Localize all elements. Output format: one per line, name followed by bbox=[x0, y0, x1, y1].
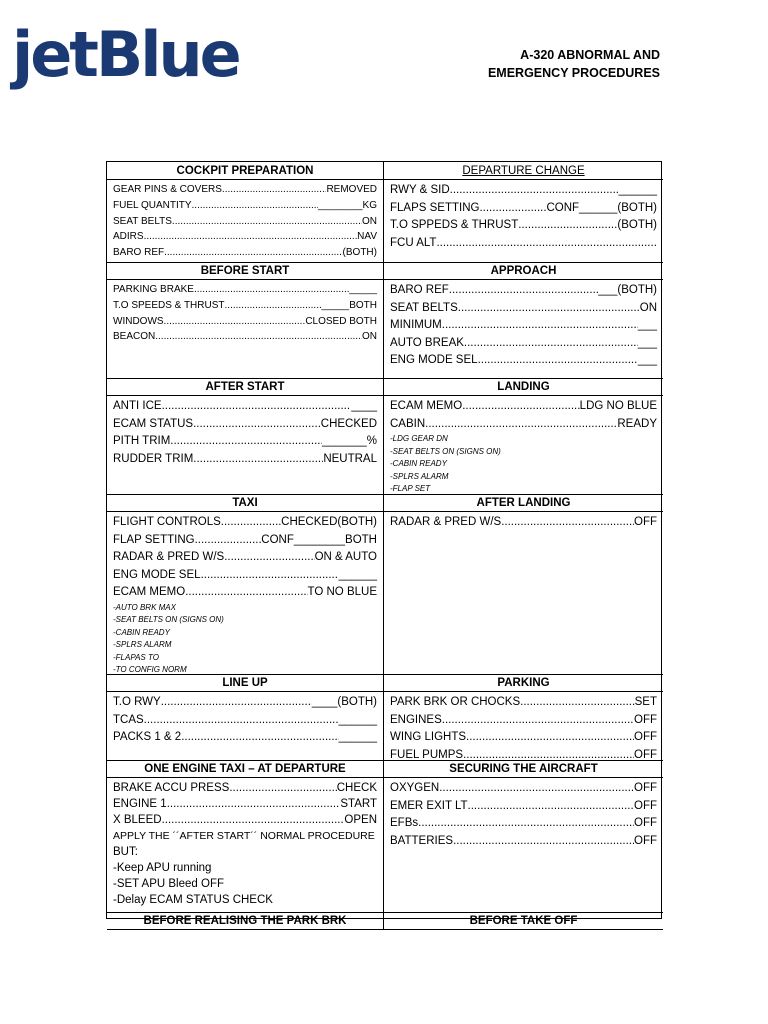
item-label: T.O SPPEDS & THRUST bbox=[390, 219, 519, 231]
item-value: OFF bbox=[634, 817, 657, 829]
item-label: RUDDER TRIM bbox=[113, 452, 194, 465]
checklist-item bbox=[113, 567, 377, 585]
item-label: AUTO BREAK bbox=[390, 336, 464, 349]
item-value: REMOVED bbox=[326, 184, 377, 195]
checklist-item bbox=[390, 335, 657, 353]
section-body-cockpit-preparation bbox=[107, 180, 384, 262]
item-label: FUEL QUANTITY bbox=[113, 199, 192, 211]
section-body-line-up bbox=[107, 692, 384, 760]
item-label: X BLEED bbox=[113, 814, 162, 826]
checklist-item bbox=[113, 298, 377, 314]
item-label: GEAR PINS & COVERS bbox=[113, 184, 222, 195]
checklist-item bbox=[113, 329, 377, 345]
item-value: READY bbox=[617, 417, 657, 430]
dot-leader bbox=[193, 416, 321, 434]
dot-leader bbox=[466, 729, 634, 747]
item-label: EFBs bbox=[390, 817, 419, 829]
item-value: ______ bbox=[618, 184, 657, 196]
section-body-approach bbox=[384, 280, 663, 378]
checklist-note: -FLAP SET bbox=[390, 484, 431, 494]
checklist-item bbox=[113, 398, 377, 416]
checklist-item bbox=[390, 235, 657, 253]
item-value: CONF________BOTH bbox=[261, 533, 377, 546]
checklist-item bbox=[113, 812, 377, 828]
item-value: OFF bbox=[634, 713, 657, 726]
item-label: BEACON bbox=[113, 331, 156, 343]
item-label: RWY & SID bbox=[390, 184, 450, 196]
dot-leader bbox=[442, 712, 634, 730]
section-header-cockpit-preparation: COCKPIT PREPARATION bbox=[107, 162, 384, 180]
procedure-text-line: BUT: bbox=[113, 846, 138, 858]
item-label: MINIMUM bbox=[390, 319, 442, 331]
checklist-item bbox=[390, 798, 657, 816]
checklist-item bbox=[390, 352, 657, 370]
checklist-item bbox=[113, 796, 377, 812]
item-label: ECAM MEMO bbox=[113, 586, 186, 598]
item-label: FUEL PUMPS bbox=[390, 748, 464, 760]
item-label: ECAM STATUS bbox=[113, 417, 194, 430]
checklist-item bbox=[390, 694, 657, 712]
checklist-note: -SEAT BELTS ON (SIGNS ON) bbox=[113, 615, 224, 625]
item-value: OFF bbox=[634, 516, 657, 528]
checklist-item bbox=[390, 200, 657, 218]
item-label: TCAS bbox=[113, 713, 144, 726]
section-header-parking: PARKING bbox=[384, 674, 663, 692]
section-header-before-realising-park-brk: BEFORE REALISING THE PARK BRK bbox=[107, 912, 384, 930]
checklist-item bbox=[113, 780, 377, 796]
checklist-item bbox=[113, 514, 377, 532]
item-value: (BOTH) bbox=[342, 247, 377, 259]
checklist-item bbox=[113, 245, 377, 261]
section-header-after-landing: AFTER LANDING bbox=[384, 494, 663, 512]
item-value: _____BOTH bbox=[321, 299, 377, 311]
item-value: START bbox=[340, 798, 377, 810]
item-label: PARKING BRAKE bbox=[113, 284, 194, 295]
checklist-item bbox=[113, 214, 377, 230]
dot-leader bbox=[468, 798, 634, 816]
dot-leader bbox=[442, 317, 638, 335]
item-label: T.O SPEEDS & THRUST bbox=[113, 299, 225, 311]
item-value: ___ bbox=[637, 354, 657, 366]
checklist-note: -TO CONFIG NORM bbox=[113, 665, 187, 674]
checklist-item bbox=[113, 182, 377, 198]
section-body-after-landing bbox=[384, 512, 663, 674]
dot-leader bbox=[518, 217, 617, 235]
section-header-landing: LANDING bbox=[384, 378, 663, 396]
checklist-item bbox=[390, 514, 657, 532]
checklist-item bbox=[113, 532, 377, 550]
dot-leader bbox=[172, 214, 362, 230]
item-value: SET bbox=[634, 696, 657, 708]
dot-leader bbox=[185, 584, 307, 602]
item-value: ______ bbox=[338, 731, 377, 743]
item-value: ON bbox=[362, 331, 377, 343]
item-label: ENGINE 1 bbox=[113, 798, 167, 810]
procedure-text-line: APPLY THE ´´AFTER START´´ NORMAL PROCEDURE bbox=[113, 830, 375, 842]
item-label: FLIGHT CONTROLS bbox=[113, 516, 221, 528]
item-value: NAV bbox=[357, 231, 377, 243]
item-label: ENG MODE SEL bbox=[390, 354, 478, 366]
checklist-item bbox=[390, 300, 657, 318]
dot-leader bbox=[161, 694, 312, 712]
dot-leader bbox=[144, 229, 358, 245]
item-value: CONF______(BOTH) bbox=[546, 201, 657, 214]
dot-leader bbox=[450, 182, 619, 200]
checklist-item bbox=[113, 729, 377, 747]
title-line-1: A-320 ABNORMAL AND bbox=[520, 48, 660, 62]
checklist-item bbox=[113, 198, 377, 214]
item-label: PACKS 1 & 2 bbox=[113, 731, 182, 743]
item-value: _____ bbox=[349, 284, 377, 295]
dot-leader bbox=[436, 235, 657, 253]
item-value: ON bbox=[639, 301, 657, 314]
dot-leader bbox=[193, 451, 323, 469]
item-value: OFF bbox=[634, 748, 657, 760]
dot-leader bbox=[229, 780, 336, 796]
checklist-item bbox=[113, 314, 377, 330]
checklist-note: -AUTO BRK MAX bbox=[113, 602, 176, 612]
item-value: CHECKED(BOTH) bbox=[281, 516, 377, 528]
dot-leader bbox=[144, 712, 339, 730]
dot-leader bbox=[453, 833, 634, 851]
checklist-item bbox=[390, 416, 657, 434]
item-label: FLAP SETTING bbox=[113, 533, 195, 546]
section-body-departure-change bbox=[384, 180, 663, 262]
item-label: FCU ALT bbox=[390, 236, 437, 249]
item-value: OFF bbox=[634, 799, 657, 812]
dot-leader bbox=[162, 398, 352, 416]
item-label: BATTERIES bbox=[390, 834, 454, 847]
item-value: CHECK bbox=[336, 782, 377, 794]
dot-leader bbox=[464, 335, 638, 353]
item-label: ANTI ICE bbox=[113, 400, 162, 412]
checklist-item bbox=[390, 317, 657, 335]
item-value: ________KG bbox=[318, 199, 377, 211]
item-value: ____ bbox=[351, 400, 377, 412]
item-value: OFF bbox=[634, 834, 657, 847]
item-value: _______% bbox=[322, 435, 377, 447]
checklist-note: -LDG GEAR DN bbox=[390, 434, 448, 443]
item-label: FLAPS SETTING bbox=[390, 201, 480, 214]
item-label: PITH TRIM bbox=[113, 435, 171, 447]
checklist-item bbox=[390, 747, 657, 761]
dot-leader bbox=[162, 812, 345, 828]
dot-leader bbox=[478, 352, 638, 370]
dot-leader bbox=[164, 245, 342, 261]
item-value: CLOSED BOTH bbox=[305, 315, 377, 327]
dot-leader bbox=[463, 747, 634, 761]
item-label: ENGINES bbox=[390, 713, 442, 726]
dot-leader bbox=[170, 433, 322, 451]
item-label: CABIN bbox=[390, 417, 426, 430]
dot-leader bbox=[201, 567, 339, 585]
dot-leader bbox=[425, 416, 617, 434]
item-label: PARK BRK OR CHOCKS bbox=[390, 696, 521, 708]
checklist-note: -CABIN READY bbox=[113, 627, 170, 637]
item-value: CHECKED bbox=[320, 417, 377, 430]
item-value: ___(BOTH) bbox=[598, 284, 657, 296]
item-value: ____(BOTH) bbox=[311, 696, 377, 708]
item-label: ENG MODE SEL bbox=[113, 568, 201, 581]
dot-leader bbox=[224, 549, 314, 567]
section-header-departure-change: DEPARTURE CHANGE bbox=[384, 162, 663, 180]
item-value: LDG NO BLUE bbox=[579, 400, 657, 412]
dot-leader bbox=[418, 815, 634, 833]
item-value: OFF bbox=[634, 731, 657, 743]
checklist-item bbox=[113, 451, 377, 469]
checklist-note: -CABIN READY bbox=[390, 459, 447, 469]
dot-leader bbox=[221, 514, 281, 532]
dot-leader bbox=[458, 300, 640, 318]
dot-leader bbox=[225, 298, 322, 314]
checklist-item bbox=[113, 584, 377, 602]
checklist-item bbox=[390, 815, 657, 833]
checklist-item bbox=[113, 282, 377, 298]
item-label: SEAT BELTS bbox=[113, 215, 172, 227]
dot-leader bbox=[501, 514, 634, 532]
item-label: SEAT BELTS bbox=[390, 301, 458, 314]
checklist-item bbox=[113, 416, 377, 434]
document-title bbox=[488, 46, 660, 82]
dot-leader bbox=[192, 198, 319, 214]
dot-leader bbox=[222, 182, 327, 198]
procedure-text-line: -Keep APU running bbox=[113, 862, 212, 874]
section-header-before-start: BEFORE START bbox=[107, 262, 384, 280]
jetblue-logo: jetBlue bbox=[12, 18, 239, 91]
section-header-approach: APPROACH bbox=[384, 262, 663, 280]
section-body-after-start bbox=[107, 396, 384, 494]
item-value: ______ bbox=[338, 713, 377, 726]
dot-leader bbox=[155, 329, 362, 345]
checklist-note: -SPLRS ALARM bbox=[113, 640, 172, 650]
section-body-landing bbox=[384, 396, 663, 494]
item-label: ECAM MEMO bbox=[390, 400, 463, 412]
item-value: OFF bbox=[634, 782, 657, 794]
item-value: TO NO BLUE bbox=[307, 586, 377, 598]
item-value: (BOTH) bbox=[617, 219, 657, 231]
section-header-securing-aircraft: SECURING THE AIRCRAFT bbox=[384, 760, 663, 778]
procedure-text-line: -SET APU Bleed OFF bbox=[113, 878, 224, 890]
item-label: OXYGEN bbox=[390, 782, 440, 794]
dot-leader bbox=[195, 532, 262, 550]
procedure-text-line: -Delay ECAM STATUS CHECK bbox=[113, 894, 273, 906]
section-header-one-engine-taxi: ONE ENGINE TAXI – AT DEPARTURE bbox=[107, 760, 384, 778]
checklist-item bbox=[390, 398, 657, 416]
item-label: BARO REF bbox=[113, 247, 165, 259]
dot-leader bbox=[520, 694, 634, 712]
checklist-item bbox=[390, 780, 657, 798]
dot-leader bbox=[462, 398, 579, 416]
item-value: ___ bbox=[637, 319, 657, 331]
item-value: ON & AUTO bbox=[314, 551, 377, 563]
checklist-item bbox=[113, 694, 377, 712]
checklist-item bbox=[113, 549, 377, 567]
checklist-item bbox=[113, 229, 377, 245]
item-label: ADIRS bbox=[113, 231, 144, 243]
section-body-taxi bbox=[107, 512, 384, 674]
section-header-after-start: AFTER START bbox=[107, 378, 384, 396]
item-label: RADAR & PRED W/S bbox=[390, 516, 502, 528]
item-label: BRAKE ACCU PRESS bbox=[113, 782, 230, 794]
dot-leader bbox=[449, 282, 598, 300]
checklist-item bbox=[390, 833, 657, 851]
item-label: WINDOWS bbox=[113, 315, 164, 327]
checklist-item bbox=[113, 433, 377, 451]
section-body-one-engine-taxi bbox=[107, 778, 384, 912]
item-value: ON bbox=[362, 215, 377, 227]
item-label: EMER EXIT LT bbox=[390, 799, 468, 812]
item-value: OPEN bbox=[344, 814, 377, 826]
title-line-2: EMERGENCY PROCEDURES bbox=[487, 66, 660, 80]
item-value: NEUTRAL bbox=[323, 452, 377, 465]
checklist-item bbox=[390, 729, 657, 747]
item-value: ___ bbox=[637, 336, 657, 349]
dot-leader bbox=[194, 282, 349, 298]
checklist-note: -SPLRS ALARM bbox=[390, 471, 449, 481]
checklist-item bbox=[390, 182, 657, 200]
checklist-table bbox=[106, 161, 662, 927]
dot-leader bbox=[479, 200, 546, 218]
dot-leader bbox=[167, 796, 341, 812]
item-label: T.O RWY bbox=[113, 696, 161, 708]
checklist-item bbox=[113, 712, 377, 730]
checklist-item bbox=[390, 282, 657, 300]
checklist-note: -FLAPAS TO bbox=[113, 652, 159, 662]
item-value: ______ bbox=[338, 568, 377, 581]
item-label: WING LIGHTS bbox=[390, 731, 467, 743]
checklist-note: -SEAT BELTS ON (SIGNS ON) bbox=[390, 446, 501, 456]
dot-leader bbox=[439, 780, 634, 798]
checklist-item bbox=[390, 712, 657, 730]
section-body-securing-aircraft bbox=[384, 778, 663, 912]
section-header-taxi: TAXI bbox=[107, 494, 384, 512]
section-header-line-up: LINE UP bbox=[107, 674, 384, 692]
dot-leader bbox=[181, 729, 338, 747]
section-body-parking bbox=[384, 692, 663, 760]
section-body-before-start bbox=[107, 280, 384, 378]
checklist-item bbox=[390, 217, 657, 235]
dot-leader bbox=[164, 314, 306, 330]
item-label: RADAR & PRED W/S bbox=[113, 551, 225, 563]
item-label: BARO REF bbox=[390, 284, 449, 296]
section-header-before-take-off: BEFORE TAKE OFF bbox=[384, 912, 663, 930]
